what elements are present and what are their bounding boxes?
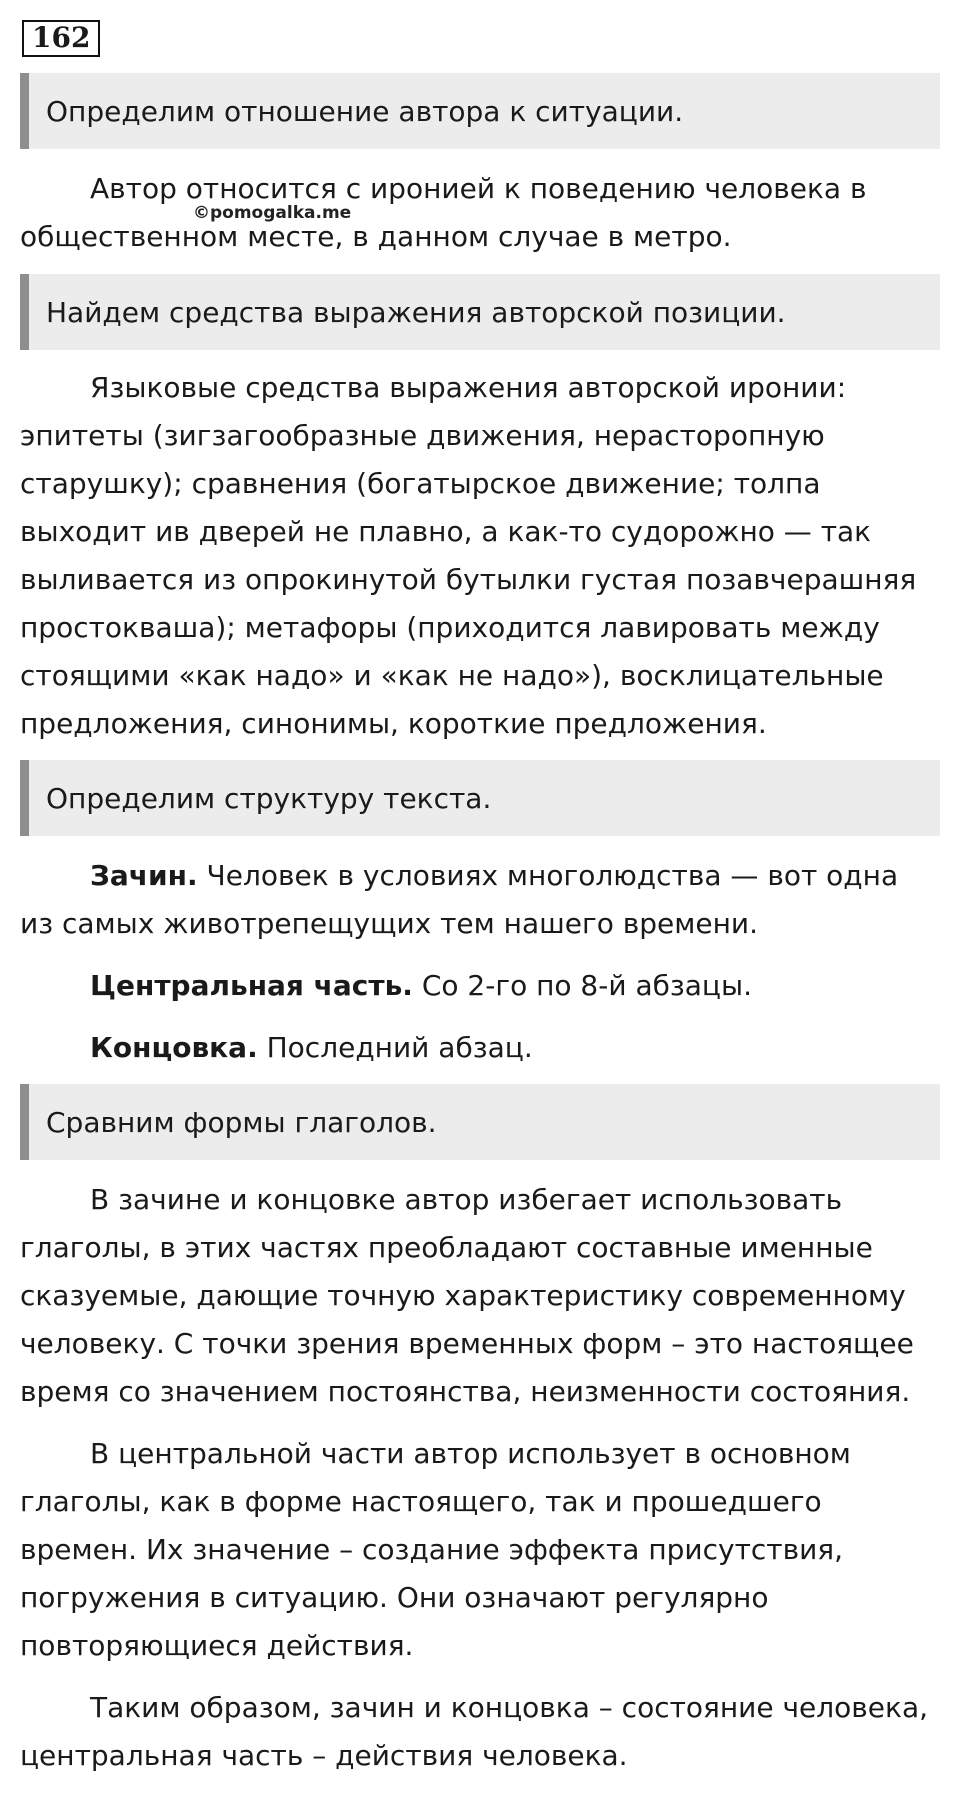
paragraph-verb-forms-central: В центральной части автор использует в основном глаголы, как в форме настоящего, так и прошедшего времен. Их значение – создание эффекта присутствия, погружения в ситуацию. Они означают регулярно повторяющиеся действия. xyxy=(20,1437,851,1662)
paragraph-author-attitude: Автор относится с иронией к поведению человека в общественном месте, в данном случае в метро. xyxy=(20,172,867,253)
paragraph-expression-means: Языковые средства выражения авторской иронии: эпитеты (зигзагообразные движения, нерасторопную старушку); сравнения (богатырское движение; толпа выходит ив дверей не плавно, а как-то судорожно — так выливается из опрокинутой бутылки густая позавчерашняя простокваша); метафоры (приходится лавировать между стоящими «как надо» и «как не надо»), восклицательные предложения, синонимы, короткие предложения. xyxy=(20,371,917,740)
structure-label-opening: Зачин. xyxy=(90,859,198,892)
section-header-author-attitude: Определим отношение автора к ситуации. xyxy=(20,73,940,149)
task-number: 162 xyxy=(22,20,100,57)
watermark-text: ©pomogalka.me xyxy=(193,203,352,223)
structure-text-opening: Человек в условиях многолюдства — вот одна из самых животрепещущих тем нашего времени. xyxy=(20,859,899,940)
section-header-expression-means: Найдем средства выражения авторской позиции. xyxy=(20,274,940,350)
section-header-text-structure: Определим структуру текста. xyxy=(20,760,940,836)
paragraph-verb-forms-opening-ending: В зачине и концовке автор избегает использовать глаголы, в этих частях преобладают составные именные сказуемые, дающие точную характеристику современному человеку. С точки зрения временных форм – это настоящее время со значением постоянства, неизменности состояния. xyxy=(20,1183,914,1408)
structure-text-central: Со 2-го по 8-й абзацы. xyxy=(412,969,752,1002)
structure-text-ending: Последний абзац. xyxy=(257,1031,533,1064)
structure-item-ending xyxy=(20,1024,940,1072)
paragraph-conclusion: Таким образом, зачин и концовка – состояние человека, центральная часть – действия человека. xyxy=(20,1691,929,1772)
structure-item-central xyxy=(20,962,940,1010)
section-header-verb-forms: Сравним формы глаголов. xyxy=(20,1084,940,1160)
structure-label-ending: Концовка. xyxy=(90,1031,258,1064)
structure-item-opening xyxy=(20,852,940,948)
structure-label-central: Центральная часть. xyxy=(90,969,413,1002)
